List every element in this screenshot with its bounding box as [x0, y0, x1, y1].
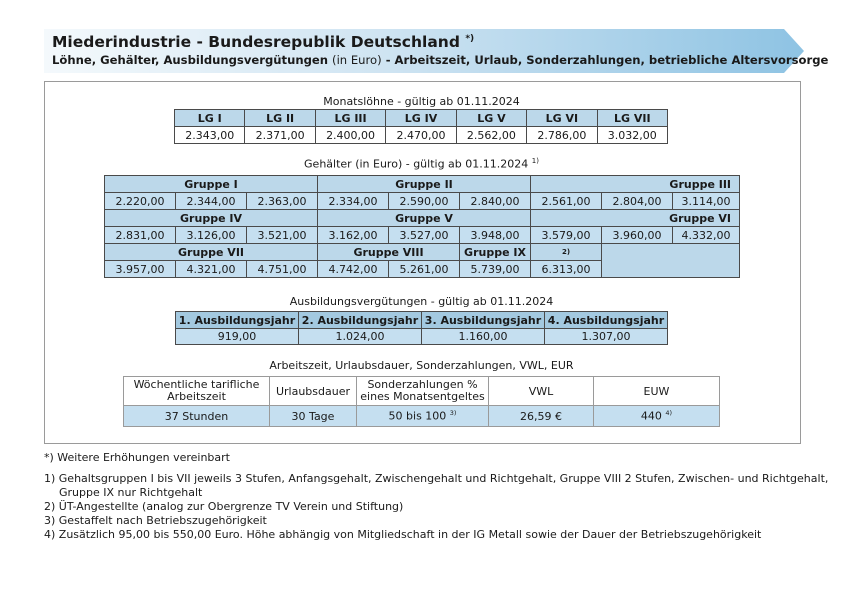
- gehalt-value: 3.579,00: [531, 227, 602, 244]
- urlaub-value: 30 Tage: [270, 406, 357, 427]
- ausbildungsjahr-header: 4. Ausbildungsjahr: [545, 312, 668, 329]
- lg-value: 2.343,00: [175, 127, 245, 144]
- lg-value: 2.470,00: [386, 127, 456, 144]
- ausbildung-value: 1.160,00: [422, 329, 545, 345]
- gruppe-header: Gruppe I: [105, 176, 318, 193]
- title-banner: [44, 29, 829, 73]
- gehalt-value: 4.742,00: [318, 261, 389, 278]
- gehalt-value: 4.751,00: [247, 261, 318, 278]
- gehalt-value: 2.220,00: [105, 193, 176, 210]
- lg-header: LG III: [315, 110, 385, 127]
- lg-value: 2.400,00: [315, 127, 385, 144]
- gehalt-value: 2.334,00: [318, 193, 389, 210]
- ausbildungsjahr-header: 2. Ausbildungsjahr: [299, 312, 422, 329]
- gehalt-value: 2.344,00: [176, 193, 247, 210]
- arbeitszeit-value: 37 Stunden: [124, 406, 270, 427]
- gruppe-header: Gruppe III: [531, 176, 740, 193]
- gehalt-value: 3.521,00: [247, 227, 318, 244]
- gruppe-header: Gruppe VIII: [318, 244, 460, 261]
- lg-value: 3.032,00: [597, 127, 667, 144]
- gehalt-value: 5.739,00: [460, 261, 531, 278]
- gehalt-value: 2.561,00: [531, 193, 602, 210]
- urlaub-header: Urlaubsdauer: [270, 377, 357, 406]
- gehalt-value: 3.957,00: [105, 261, 176, 278]
- gehalt-value: 2.831,00: [105, 227, 176, 244]
- gehalt-value: 2.804,00: [602, 193, 673, 210]
- arbeitszeit-title: Arbeitszeit, Urlaubsdauer, Sonderzahlungen, VWL, EUR: [269, 359, 574, 372]
- lg-header: LG II: [245, 110, 315, 127]
- note-1: 1) Gehaltsgruppen I bis VII jeweils 3 Stufen, Anfangsgehalt, Zwischengehalt und Richtgehalt, Gruppe VIII 2 Stufen, Zwischen- und Richtgehalt,: [44, 472, 829, 485]
- gruppe-header: Gruppe IX: [460, 244, 531, 261]
- euw-value: 440 $^{4)}$: [594, 406, 720, 427]
- gehalt-value: 4.332,00: [673, 227, 740, 244]
- gehalt-value: 6.313,00: [531, 261, 602, 278]
- ausbildung-table: [175, 311, 668, 345]
- note-3: 3) Gestaffelt nach Betriebszugehörigkeit: [44, 514, 267, 527]
- gehalt-value: 3.527,00: [389, 227, 460, 244]
- page-title: Miederindustrie - Bundesrepublik Deutschland *): [52, 33, 475, 51]
- ausbildung-value: 1.024,00: [299, 329, 422, 345]
- vwl-header: VWL: [489, 377, 594, 406]
- gehalt-value: 3.114,00: [673, 193, 740, 210]
- sonderzahlungen-header: Sonderzahlungen % eines Monatsentgeltes: [357, 377, 489, 406]
- note-1-continued: Gruppe IX nur Richtgehalt: [59, 486, 203, 499]
- page-subtitle: Löhne, Gehälter, Ausbildungsvergütungen (in Euro) - Arbeitszeit, Urlaub, Sonderzahlungen, betriebliche Altersvorsorge: [52, 53, 829, 67]
- lg-header: LG VI: [527, 110, 597, 127]
- gehaelter-title: Gehälter (in Euro) - gültig ab 01.11.2024 $^{1)}$: [304, 157, 539, 171]
- gehalt-value: 3.948,00: [460, 227, 531, 244]
- gehalt-value: 2.590,00: [389, 193, 460, 210]
- empty-cell: [602, 244, 740, 278]
- vwl-value: 26,59 €: [489, 406, 594, 427]
- ausbildungsjahr-header: 3. Ausbildungsjahr: [422, 312, 545, 329]
- arbeitszeit-header: Wöchentliche tarifliche Arbeitszeit: [124, 377, 270, 406]
- gehalt-value: 5.261,00: [389, 261, 460, 278]
- gehaelter-table: [104, 175, 740, 278]
- monatsloehne-table: [174, 109, 668, 144]
- arbeitszeit-table: [123, 376, 720, 427]
- lg-header: LG I: [175, 110, 245, 127]
- sonderzahlungen-value: 50 bis 100 $^{3)}$: [357, 406, 489, 427]
- note-2: 2) ÜT-Angestellte (analog zur Obergrenze TV Verein und Stiftung): [44, 500, 404, 513]
- gehalt-value: 2.840,00: [460, 193, 531, 210]
- lg-value: 2.371,00: [245, 127, 315, 144]
- gruppe-header: Gruppe VII: [105, 244, 318, 261]
- gruppe-header: Gruppe IV: [105, 210, 318, 227]
- gruppe-header: Gruppe V: [318, 210, 531, 227]
- lg-header: LG V: [456, 110, 526, 127]
- euw-header: EUW: [594, 377, 720, 406]
- note-star: *) Weitere Erhöhungen vereinbart: [44, 451, 230, 464]
- gruppe-header: Gruppe VI: [531, 210, 740, 227]
- note-4: 4) Zusätzlich 95,00 bis 550,00 Euro. Höhe abhängig von Mitgliedschaft in der IG Metall sowie der Dauer der Betriebszugehörigkeit: [44, 528, 762, 541]
- lg-value: 2.562,00: [456, 127, 526, 144]
- monatsloehne-title: Monatslöhne - gültig ab 01.11.2024: [323, 95, 520, 108]
- lg-value: 2.786,00: [527, 127, 597, 144]
- gehalt-value: 2.363,00: [247, 193, 318, 210]
- gruppe-header: Gruppe II: [318, 176, 531, 193]
- gehalt-value: 3.126,00: [176, 227, 247, 244]
- lg-header: LG IV: [386, 110, 456, 127]
- lg-header: LG VII: [597, 110, 667, 127]
- gehalt-value: 3.162,00: [318, 227, 389, 244]
- gehalt-value: 4.321,00: [176, 261, 247, 278]
- ausbildung-value: 919,00: [176, 329, 299, 345]
- ausbildung-value: 1.307,00: [545, 329, 668, 345]
- footnote-marker: 2): [531, 244, 602, 261]
- ausbildungsjahr-header: 1. Ausbildungsjahr: [176, 312, 299, 329]
- gehalt-value: 3.960,00: [602, 227, 673, 244]
- ausbildung-title: Ausbildungsvergütungen - gültig ab 01.11.2024: [289, 295, 554, 308]
